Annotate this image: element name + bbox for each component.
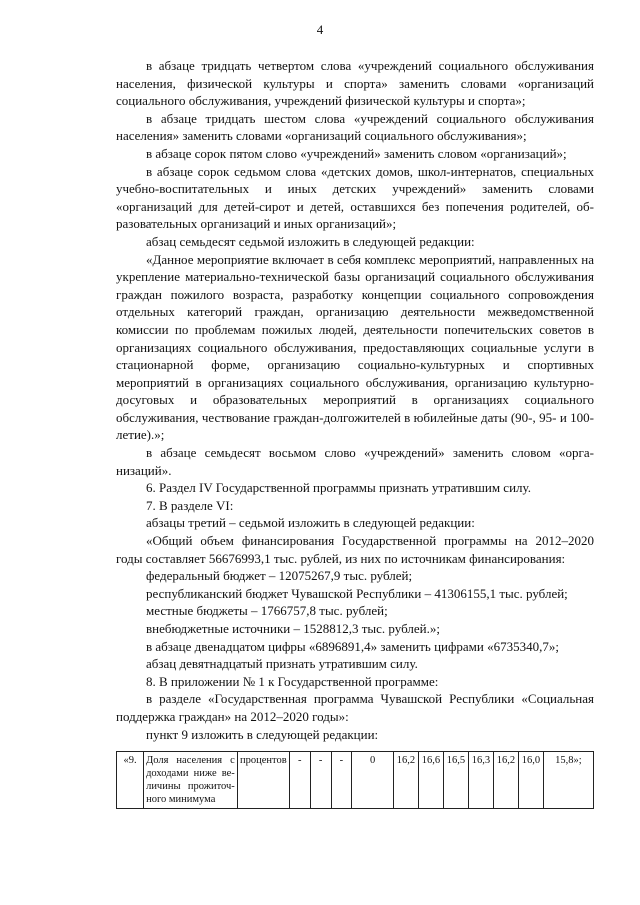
value-cell: 16,5 [443,752,468,809]
indicator-name: Доля населения с доходами ниже величины прожиточного минимума [144,752,238,809]
row-number: «9. [117,752,144,809]
value-cell: - [331,752,352,809]
unit-cell: процентов [237,752,289,809]
value-cell: 16,6 [418,752,443,809]
paragraph: местные бюджеты – 1766757,8 тыс. рублей; [146,603,388,619]
value-cell: 15,8»; [543,752,593,809]
paragraph: внебюджетные источники – 1528812,3 тыс. рублей.»; [146,621,440,636]
value-cell: 0 [352,752,394,809]
document-body [116,57,594,743]
paragraph: абзацы третий – седьмой изложить в следующей редакции: [146,515,475,531]
table-row [117,752,594,809]
indicator-table-wrapper [116,751,594,809]
paragraph: в абзаце сорок пятом слово «учреждений» заменить словом «организаций»; [146,145,567,161]
paragraph: федеральный бюджет – 12075267,9 тыс. рублей; [146,568,413,584]
paragraph: в абзаце семьдесят восьмом слово «учреждений» заменить словом «организаций». [116,445,594,478]
value-cell: - [310,752,331,809]
value-cell: 16,0 [518,752,543,809]
paragraph: «Общий объем финансирования Государственной программы на 2012–2020 годы составляет 56676993,1 тыс. рублей, из них по источникам финансирования: [116,533,594,566]
paragraph: абзац семьдесят седьмой изложить в следующей редакции: [146,233,475,249]
value-cell: - [289,752,310,809]
page-number: 4 [316,22,324,37]
paragraph: в абзаце тридцать шестом слова «учреждений социального обслуживания населения» заменить словами «организаций социального обслуживания»; [116,110,594,144]
paragraph: в абзаце тридцать четвертом слова «учреждений социального обслуживания населения, физической культуры и спорта» заменить словами «организаций социального обслуживания, учреждений физической культуры и спорта»; [116,58,594,109]
paragraph: в абзаце двенадцатом цифры «6896891,4» заменить цифрами «6735340,7»; [146,638,559,654]
value-cell: 16,2 [493,752,518,809]
paragraph: в разделе «Государственная программа Чувашской Республики «Социальная поддержка граждан» на 2012–2020 годы»: [116,691,594,724]
paragraph: 7. В разделе VI: [146,497,234,513]
paragraph: 8. В приложении № 1 к Государственной программе: [146,673,439,689]
indicator-table [116,751,594,809]
paragraph: республиканский бюджет Чувашской Республики – 41306155,1 тыс. рублей; [146,585,568,601]
value-cell: 16,3 [468,752,493,809]
paragraph: 6. Раздел IV Государственной программы признать утратившим силу. [146,480,531,496]
value-cell: 16,2 [394,752,419,809]
paragraph: в абзаце сорок седьмом слова «детских домов, школ-интернатов, специальных учебно-воспитательных и иных детских учреждений» заменить словами «организаций для детей-сирот и детей, оставшихся без попечения родителей, образовательных организаций и иных организаций»; [116,163,594,232]
paragraph: «Данное мероприятие включает в себя комплекс мероприятий, направленных на укрепление материально-технической базы организаций социального обслуживания граждан пожилого возраста, разработку концепции социального сопровождения отдельных категорий граждан, организацию деятельности межведомственной комиссии по проблемам пожилых людей, деятельности попечительских советов в организациях социального обслуживания, предоставляющих социальные услуги в стационарной форме, организацию социально-культурных и спортивных мероприятий в организациях социального обслуживания, организацию культурно-досуговых и образовательных мероприятий в организациях социального обслуживания, чествование граждан-долгожителей в юбилейные даты (90-, 95- и 100-летие).»; [116,251,594,443]
paragraph: абзац девятнадцатый признать утратившим силу. [146,656,418,672]
paragraph: пункт 9 изложить в следующей редакции: [146,726,379,742]
